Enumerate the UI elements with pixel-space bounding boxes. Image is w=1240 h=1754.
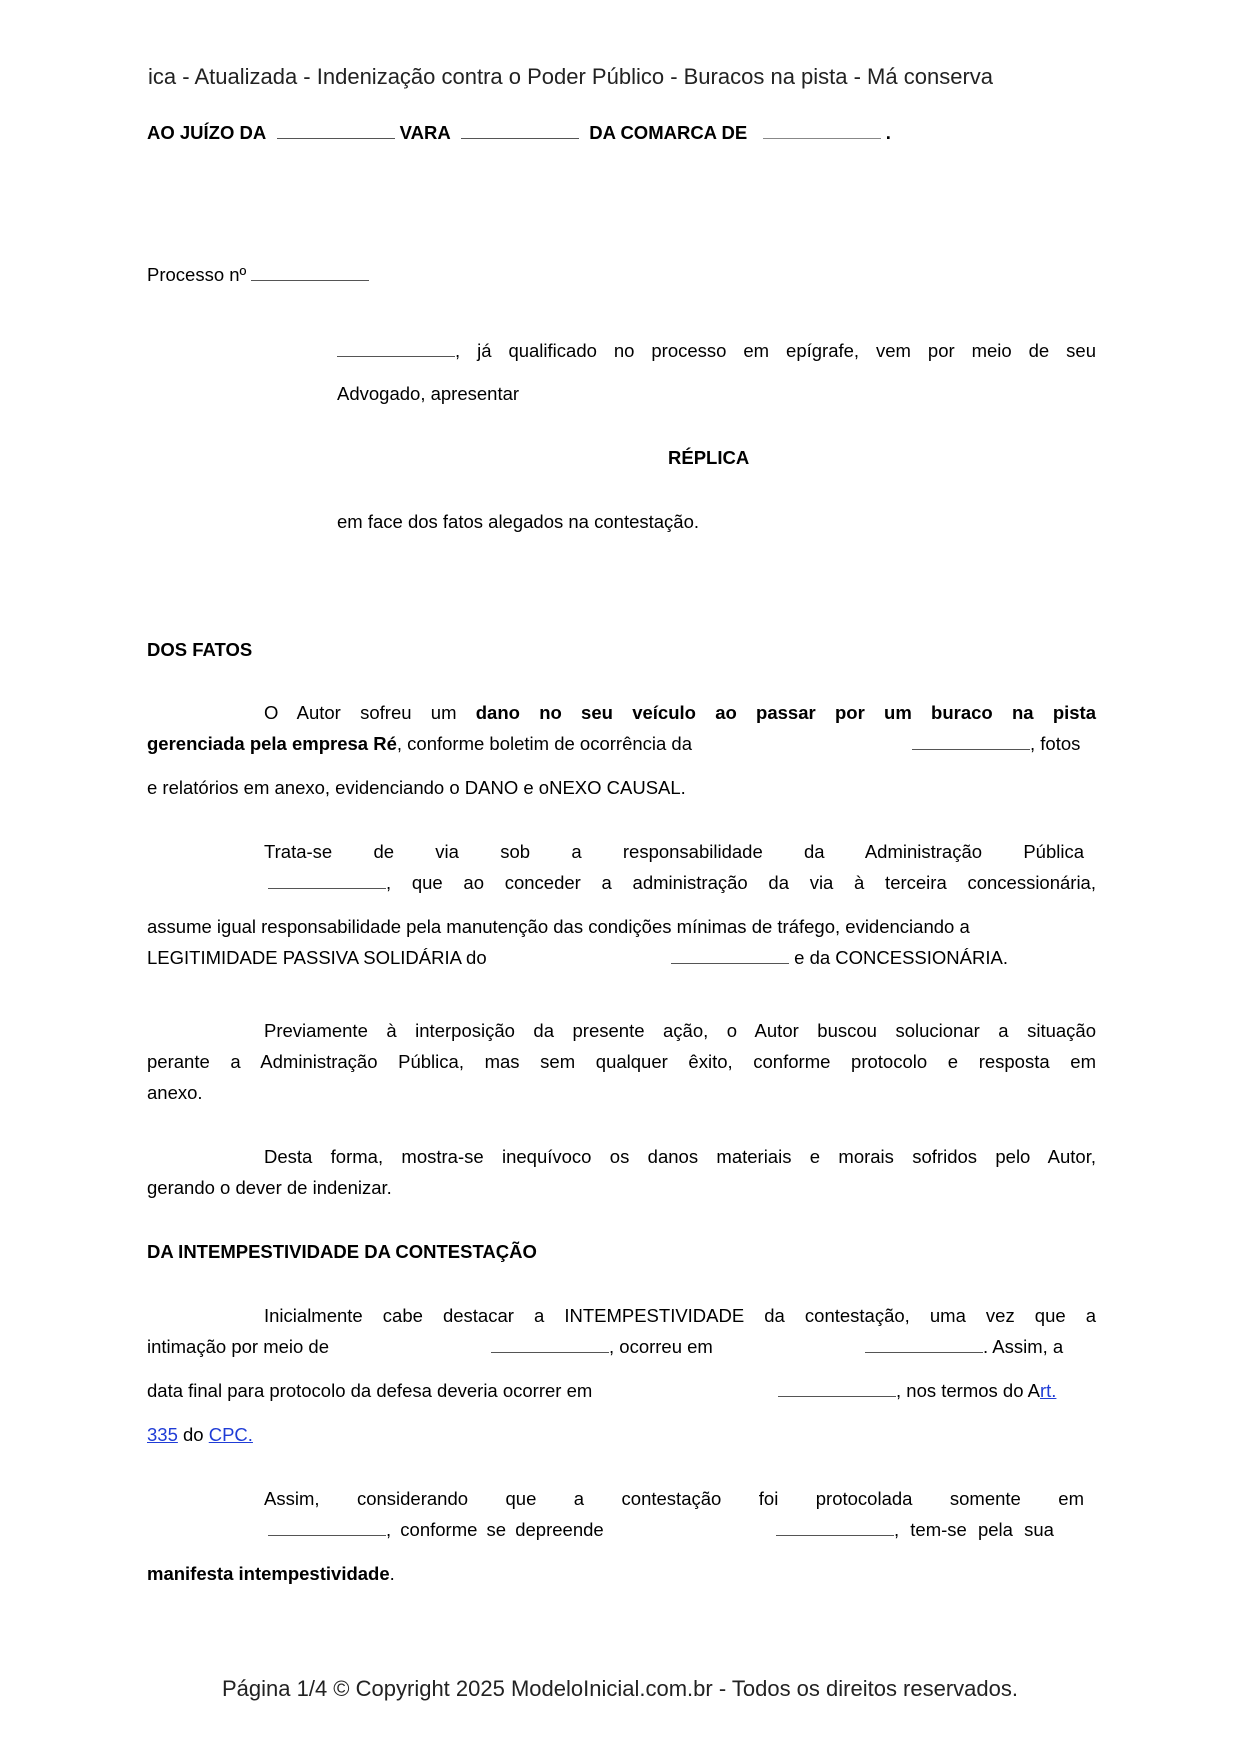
blank-field[interactable] bbox=[268, 874, 386, 889]
text: , ocorreu em bbox=[609, 1336, 713, 1357]
text: do bbox=[177, 1424, 209, 1445]
text: . Assim, a bbox=[983, 1336, 1064, 1357]
process-number-line bbox=[147, 264, 369, 286]
text: LEGITIMIDADE PASSIVA SOLIDÁRIA do bbox=[147, 947, 487, 968]
text: data final para protocolo da defesa deveria ocorrer em bbox=[147, 1380, 593, 1401]
link-art-335[interactable]: 335 bbox=[147, 1424, 178, 1445]
intemp-para1-line1: Inicialmente cabe destacar a INTEMPESTIVIDADE da contestação, uma vez que a bbox=[264, 1305, 1096, 1326]
text: , fotos bbox=[1030, 733, 1081, 754]
blank-field[interactable] bbox=[778, 1382, 896, 1397]
text: , conforme se depreende bbox=[386, 1519, 604, 1540]
fatos-para2-line1: Trata-se de via sob a responsabilidade da Administração Pública bbox=[264, 841, 1084, 862]
blank-field[interactable] bbox=[776, 1521, 894, 1536]
fatos-para3-line3: anexo. bbox=[147, 1082, 203, 1103]
blank-field[interactable] bbox=[763, 124, 881, 139]
document-title: RÉPLICA bbox=[668, 447, 750, 468]
text: intimação por meio de bbox=[147, 1336, 330, 1357]
running-header: ica - Atualizada - Indenização contra o Poder Público - Buracos na pista - Má conserva bbox=[148, 64, 994, 89]
fatos-para2-line2 bbox=[268, 872, 1096, 894]
blank-field[interactable] bbox=[865, 1338, 983, 1353]
party-name-field[interactable] bbox=[337, 342, 455, 357]
addressee-line bbox=[147, 122, 891, 144]
fatos-para1-line3: e relatórios em anexo, evidenciando o DANO e oNEXO CAUSAL. bbox=[147, 777, 686, 798]
process-number-field[interactable] bbox=[251, 266, 369, 281]
fatos-para3-line1: Previamente à interposição da presente ação, o Autor buscou solucionar a situação bbox=[264, 1020, 1096, 1041]
intro-line-2: Advogado, apresentar bbox=[337, 383, 520, 404]
link-art[interactable]: rt. bbox=[1039, 1380, 1057, 1401]
intemp-para1-line4 bbox=[147, 1424, 253, 1446]
text: O Autor sofreu um bbox=[264, 702, 476, 723]
fatos-para2-line4 bbox=[147, 947, 1096, 969]
section-heading-intempestividade: DA INTEMPESTIVIDADE DA CONTESTAÇÃO bbox=[147, 1241, 537, 1262]
fatos-para3-line2: perante a Administração Pública, mas sem qualquer êxito, conforme protocolo e resposta em bbox=[147, 1051, 1096, 1072]
blank-field[interactable] bbox=[268, 1521, 386, 1536]
fatos-para4-line1: Desta forma, mostra-se inequívoco os danos materiais e morais sofridos pelo Autor, bbox=[264, 1146, 1096, 1167]
link-cpc[interactable]: CPC. bbox=[208, 1424, 253, 1445]
text: , que ao conceder a administração da via à terceira concessionária, bbox=[386, 872, 1096, 893]
fatos-para2-line3: assume igual responsabilidade pela manutenção das condições mínimas de tráfego, evidenciando a bbox=[147, 916, 970, 937]
intemp-para2-line1: Assim, considerando que a contestação foi protocolada somente em bbox=[264, 1488, 1084, 1509]
addressee-part-2: VARA bbox=[399, 122, 451, 143]
text: , tem-se pela sua bbox=[894, 1519, 1054, 1540]
intro-line-3: em face dos fatos alegados na contestação. bbox=[337, 511, 700, 532]
addressee-part-3: DA COMARCA DE bbox=[589, 122, 748, 143]
intemp-para1-line2 bbox=[147, 1336, 1096, 1358]
text: . bbox=[389, 1563, 395, 1584]
page-footer: Página 1/4 © Copyright 2025 ModeloInicial.com.br - Todos os direitos reservados. bbox=[222, 1676, 1018, 1701]
bold-text: gerenciada pela empresa Ré bbox=[147, 733, 397, 754]
bold-text: manifesta intempestividade bbox=[147, 1563, 390, 1584]
blank-field[interactable] bbox=[912, 735, 1030, 750]
intemp-para1-line3 bbox=[147, 1380, 1096, 1402]
process-label: Processo nº bbox=[147, 264, 247, 285]
text: , conforme boletim de ocorrência da bbox=[396, 733, 693, 754]
fatos-para1-line1 bbox=[264, 702, 1096, 724]
blank-field[interactable] bbox=[461, 124, 579, 139]
section-heading-dos-fatos: DOS FATOS bbox=[147, 639, 253, 660]
intemp-para2-line2 bbox=[268, 1519, 1096, 1541]
text: e da CONCESSIONÁRIA. bbox=[789, 947, 1008, 968]
intro-text: , já qualificado no processo em epígrafe, vem por meio de seu bbox=[455, 340, 1096, 361]
addressee-part-1: AO JUÍZO DA bbox=[147, 122, 267, 143]
blank-field[interactable] bbox=[277, 124, 395, 139]
blank-field[interactable] bbox=[491, 1338, 609, 1353]
addressee-end: . bbox=[885, 122, 891, 143]
fatos-para1-line2 bbox=[147, 733, 1096, 755]
blank-field[interactable] bbox=[671, 949, 789, 964]
intro-line-1 bbox=[337, 340, 1096, 362]
intemp-para2-line3 bbox=[147, 1563, 395, 1585]
bold-text: dano no seu veículo ao passar por um buraco na pista bbox=[475, 702, 1097, 723]
fatos-para4-line2: gerando o dever de indenizar. bbox=[147, 1177, 392, 1198]
text: , nos termos do A bbox=[896, 1380, 1040, 1401]
